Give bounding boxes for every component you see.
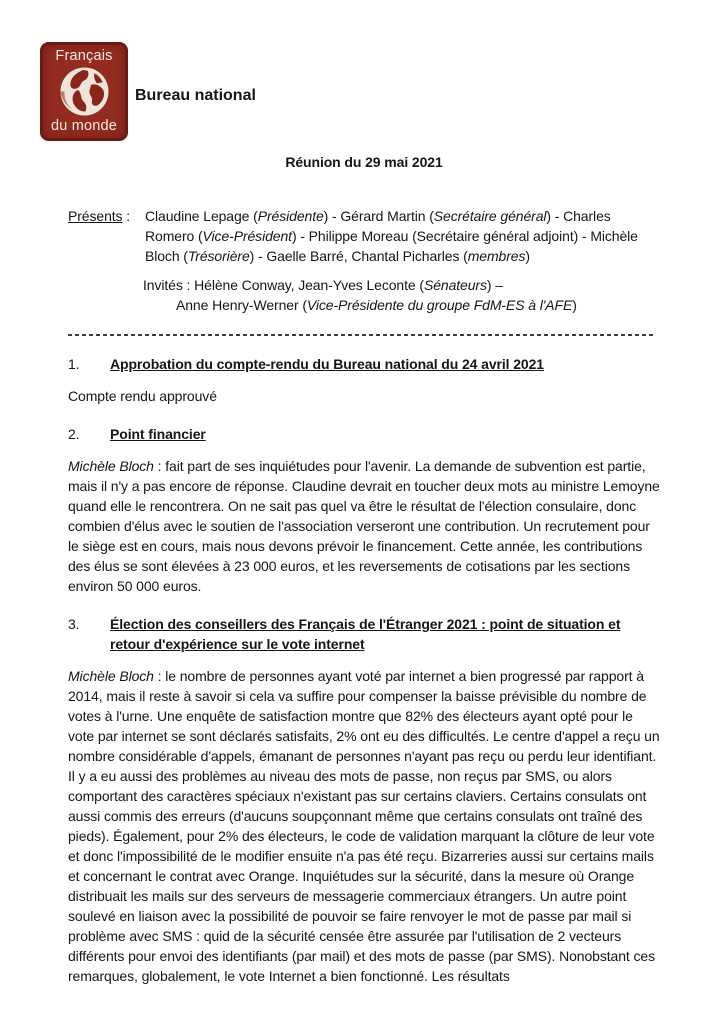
- presents-label: [68, 206, 145, 266]
- document-content: [68, 152, 660, 986]
- section-heading: Élection des conseillers des Français de l'Étranger 2021 : point de situation et retour d'expérience sur le vote internet: [110, 616, 621, 652]
- text-run: Compte rendu approuvé: [68, 388, 217, 404]
- section-body: [68, 666, 660, 986]
- invites-line-2: [143, 295, 660, 315]
- text-run: ) - Philippe Moreau (Secrétaire général adjoint) - Michèle Bloch (: [145, 228, 638, 264]
- section-heading-row: [68, 614, 660, 654]
- section-number: 3.: [68, 616, 80, 632]
- italic-text: Vice-Président: [202, 228, 292, 244]
- presents-block: [68, 206, 660, 266]
- presents-label-colon: :: [122, 208, 131, 224]
- presents-names: [145, 206, 639, 266]
- section-body: [68, 456, 660, 596]
- text-run: ): [525, 248, 530, 264]
- text-run: ): [572, 297, 577, 313]
- italic-text: membres: [467, 248, 526, 264]
- logo-text-top: Français: [55, 48, 113, 64]
- italic-text: Michèle Bloch: [68, 458, 154, 474]
- section-body: [68, 386, 660, 406]
- italic-text: Secrétaire général: [433, 208, 547, 224]
- italic-text: Sénateurs: [423, 277, 487, 293]
- italic-text: Vice-Présidente du groupe FdM-ES à l'AFE: [306, 297, 573, 313]
- invites-line-1: [143, 275, 660, 295]
- section-heading-row: [68, 424, 660, 444]
- section-heading: Approbation du compte-rendu du Bureau national du 24 avril 2021: [110, 356, 544, 372]
- text-run: ) - Gaelle Barré, Chantal Picharles (: [249, 248, 468, 264]
- dashed-separator: [68, 334, 654, 336]
- italic-text: Trésorière: [187, 248, 250, 264]
- text-run: ) –: [486, 277, 503, 293]
- section-heading-row: [68, 354, 660, 374]
- globe-icon: [58, 65, 111, 118]
- text-run: : le nombre de personnes ayant voté par internet a bien progressé par rapport à 2014, mais il reste à savoir si cela va suffire pour compenser la baisse prévisible du nombre de votes à l'urne. Une enquête de satisfaction montre que 82% des électeurs ayant opté pour le vote par internet se sont déclarés satisfaits, 2% ont eu des difficultés. Le centre d'appel a reçu un nombre considérable d'appels, émanant de personnes n'ayant pas reçu ou perdu leur identifiant. Il y a eu aussi des problèmes au niveau des mots de passe, non reçus par SMS, ou alors comportant des caractères spéciaux n'existant pas sur certains claviers. Certains consulats ont aussi commis des erreurs (d'aucuns soupçonnant même que certains consulats ont traîné des pieds). Également, pour 2% des électeurs, le code de validation marquant la clôture de leur vote et donc l'impossibilité de le modifier ensuite n'a pas été reçu. Bizarreries aussi sur certains mails et concernant le contrat avec Orange. Inquiétudes sur la sécurité, dans la mesure où Orange distribuait les mails sur des serveurs de messagerie commerciaux étrangers. Un autre point soulevé en liaison avec la possibilité de pouvoir se faire renvoyer le mot de passe par mail si problème avec SMS : quid de la sécurité censée être assurée par l'utilisation de 2 vecteurs différents pour envoi des identifiants (par mail) et des mots de passe (par SMS). Nonobstant ces remarques, globalement, le vote Internet a bien fonctionné. Les résultats: [68, 668, 660, 984]
- section-heading: Point financier: [110, 426, 206, 442]
- paragraph: [68, 666, 660, 986]
- text-run: ) - Gérard Martin (: [323, 208, 434, 224]
- agenda-section: [68, 614, 660, 986]
- italic-text: Présidente: [257, 208, 324, 224]
- paragraph: [68, 456, 660, 596]
- paragraph: [68, 386, 660, 406]
- meeting-title: Réunion du 29 mai 2021: [285, 154, 443, 170]
- section-number: 2.: [68, 426, 80, 442]
- text-run: Anne Henry-Werner (: [176, 297, 307, 313]
- italic-text: Michèle Bloch: [68, 668, 154, 684]
- francais-du-monde-logo: [40, 42, 128, 141]
- section-number: 1.: [68, 356, 80, 372]
- text-run: Invités : Hélène Conway, Jean-Yves Leconte (: [143, 277, 424, 293]
- agenda-sections: [68, 354, 660, 986]
- agenda-section: [68, 354, 660, 406]
- text-run: Claudine Lepage (: [145, 208, 258, 224]
- org-title: Bureau national: [135, 87, 256, 104]
- text-run: : fait part de ses inquiétudes pour l'avenir. La demande de subvention est partie, mais il n'y a pas encore de réponse. Claudine devrait en toucher deux mots au ministre Lemoyne quand elle le rencontrera. On ne sait pas quel va être le résultat de l'élection consulaire, donc combien d'élus avec le soutien de l'association verseront une contribution. Un recrutement pour le siège est en cours, mais nous devons prévoir le financement. Cette année, les contributions des élus se sont élevées à 23 000 euros, et les reversements de cotisations par les sections environ 50 000 euros.: [68, 458, 660, 594]
- logo-text-bottom: du monde: [50, 118, 118, 134]
- text-run: ) - Charles Romero (: [145, 208, 611, 244]
- agenda-section: [68, 424, 660, 596]
- presents-label-word: Présents: [68, 208, 123, 224]
- invites-block: [143, 275, 660, 315]
